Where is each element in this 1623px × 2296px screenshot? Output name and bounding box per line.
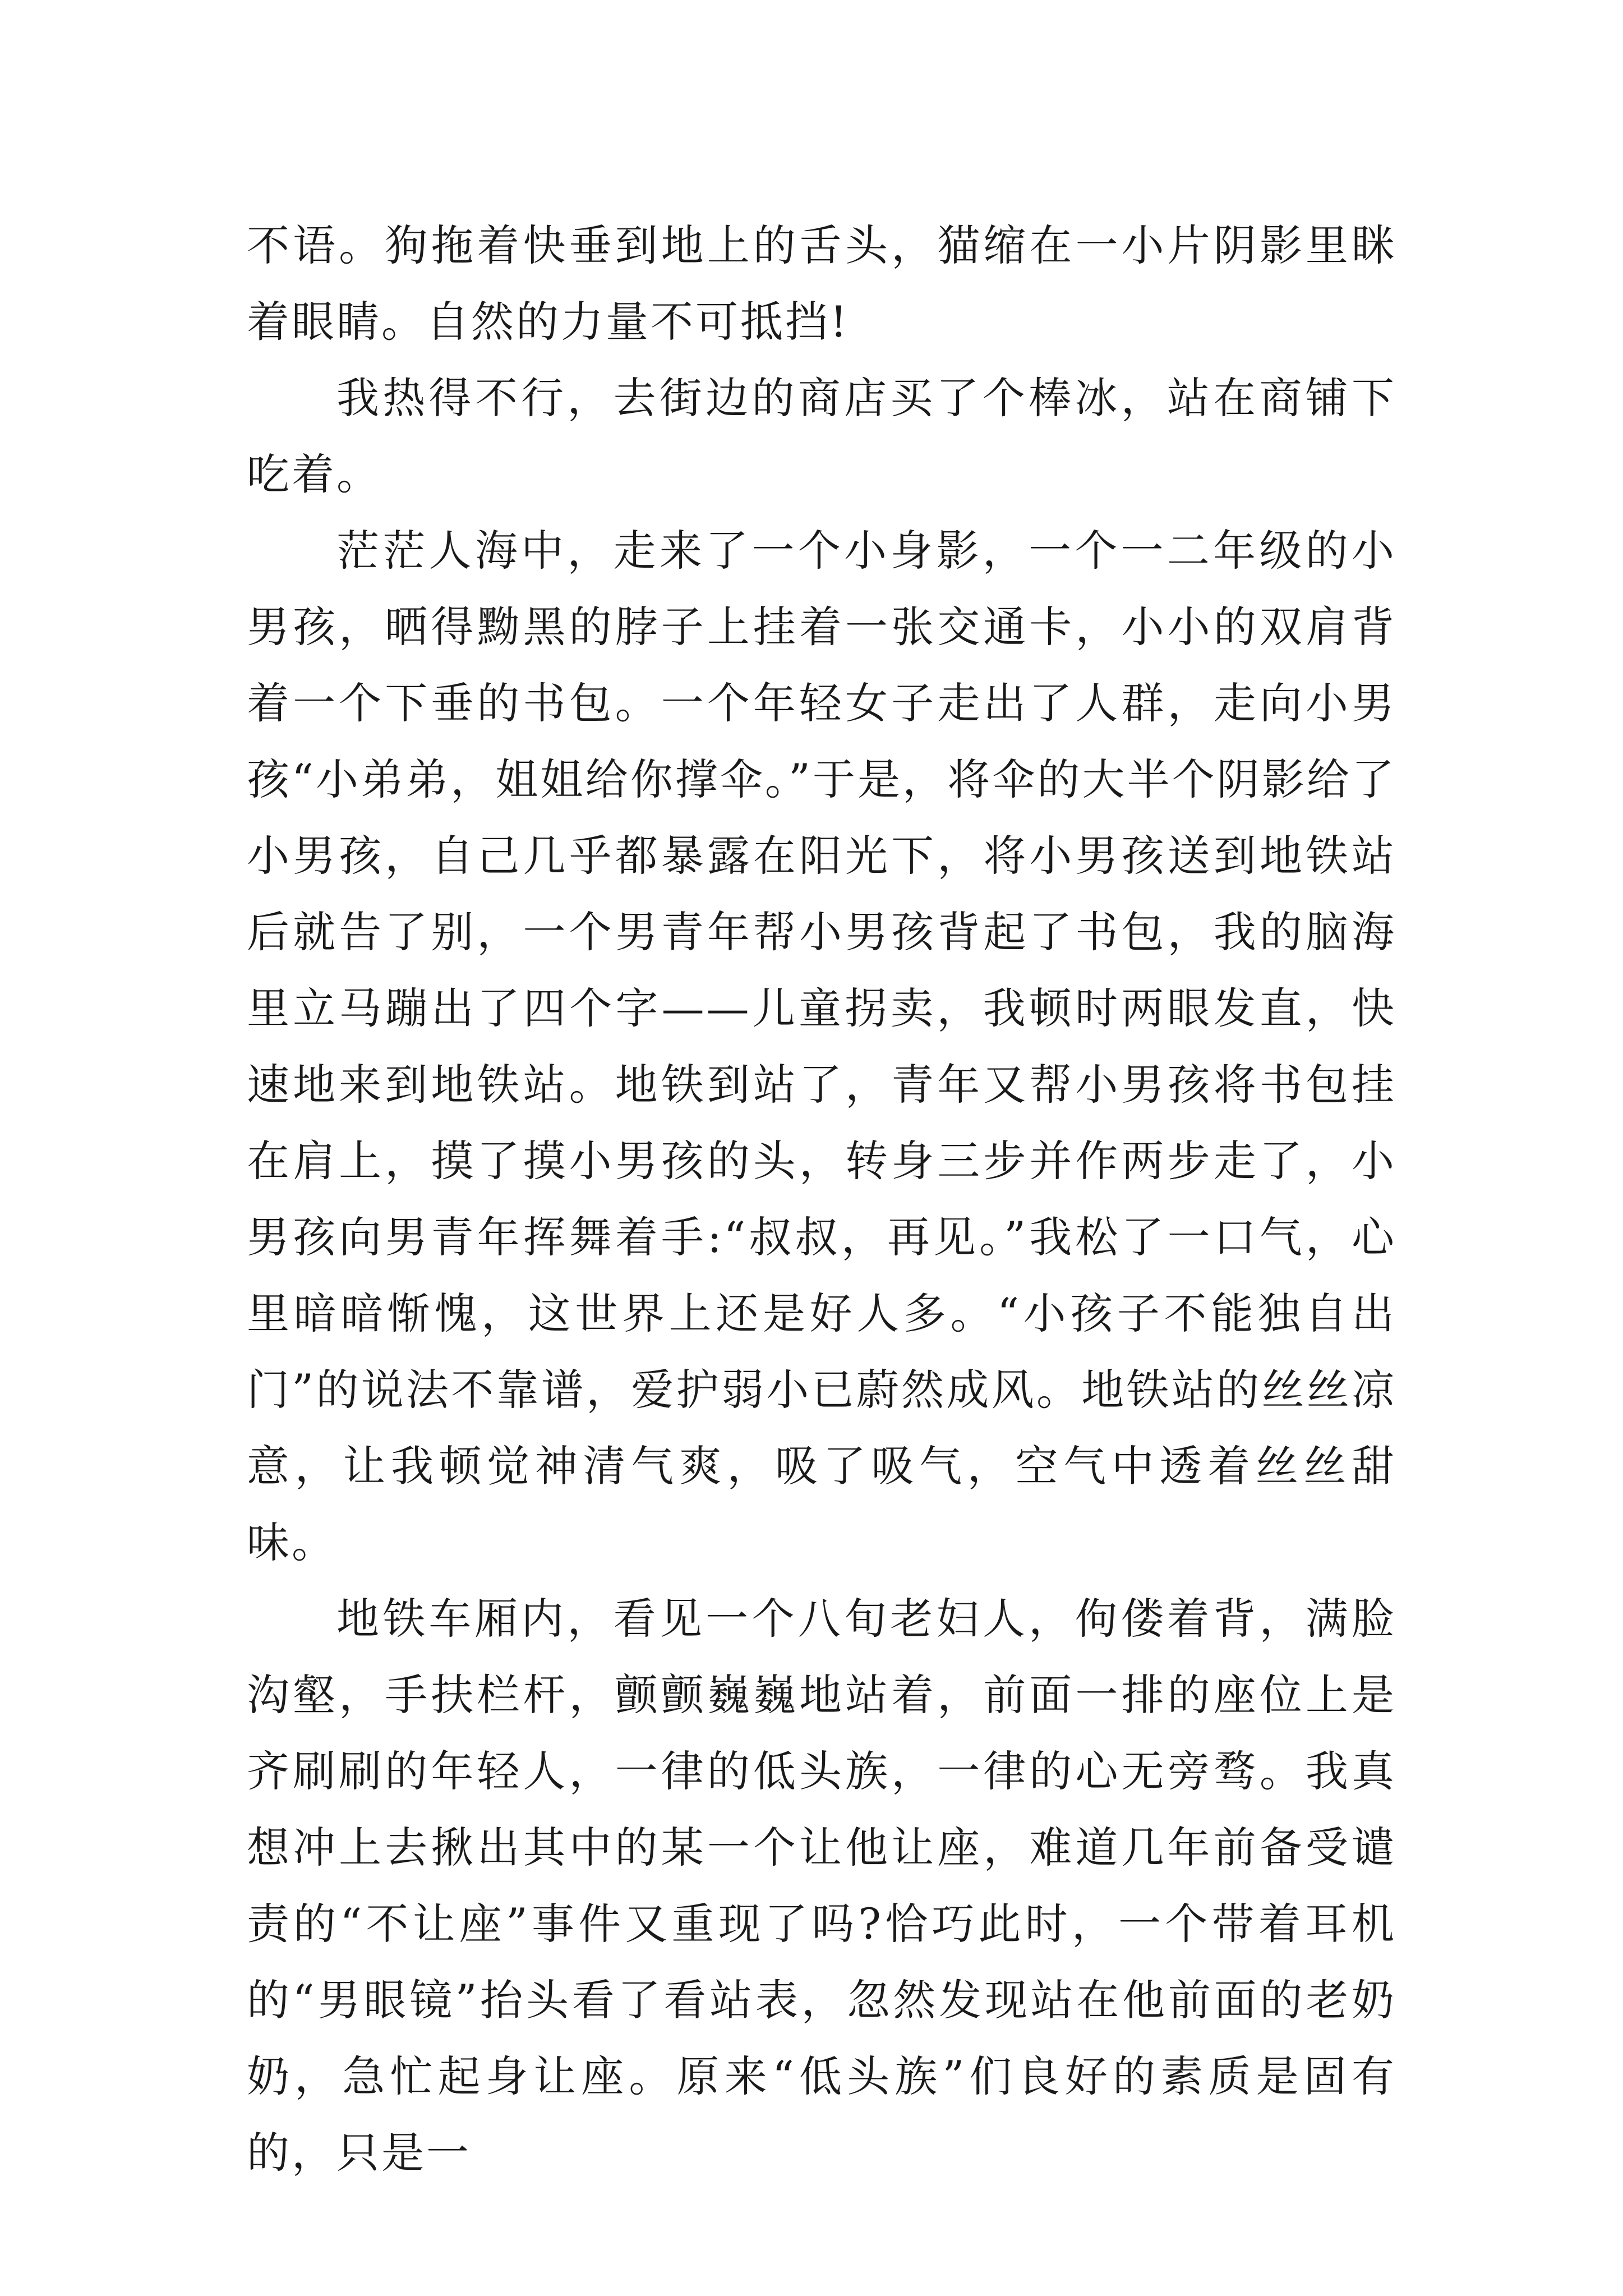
paragraph-1: 不语。狗拖着快垂到地上的舌头，猫缩在一小片阴影里眯着眼睛。自然的力量不可抵挡! xyxy=(247,220,1396,347)
paragraph-4: 地铁车厢内，看见一个八旬老妇人，佝偻着背，满脸沟壑，手扶栏杆，颤颤巍巍地站着，前面一排的座位上是齐刷刷的年轻人，一律的低头族，一律的心无旁骛。我真想冲上去揪出其中的某一个让他让座，难道几年前备受谴责的“不让座”事件又重现了吗?恰巧此时，一个带着耳机的“男眼镜”抬头看了看站表，忽然发现站在他前面的老奶奶，急忙起身让座。原来“低头族”们良好的素质是固有的，只是一 xyxy=(247,1594,1396,2178)
paragraph-3: 茫茫人海中，走来了一个小身影，一个一二年级的小男孩，晒得黝黑的脖子上挂着一张交通卡，小小的双肩背着一个下垂的书包。一个年轻女子走出了人群，走向小男孩“小弟弟，姐姐给你撑伞。”于是，将伞的大半个阴影给了小男孩，自己几乎都暴露在阳光下，将小男孩送到地铁站后就告了别，一个男青年帮小男孩背起了书包，我的脑海里立马蹦出了四个字——儿童拐卖，我顿时两眼发直，快速地来到地铁站。地铁到站了，青年又帮小男孩将书包挂在肩上，摸了摸小男孩的头，转身三步并作两步走了，小男孩向男青年挥舞着手:“叔叔，再见。”我松了一口气，心里暗暗惭愧，这世界上还是好人多。“小孩子不能独自出门”的说法不靠谱，爱护弱小已蔚然成风。地铁站的丝丝凉意，让我顿觉神清气爽，吸了吸气，空气中透着丝丝甜味。 xyxy=(247,526,1396,1567)
body-text xyxy=(247,208,1396,2191)
paragraph-2: 我热得不行，去街边的商店买了个棒冰，站在商铺下吃着。 xyxy=(247,373,1396,499)
